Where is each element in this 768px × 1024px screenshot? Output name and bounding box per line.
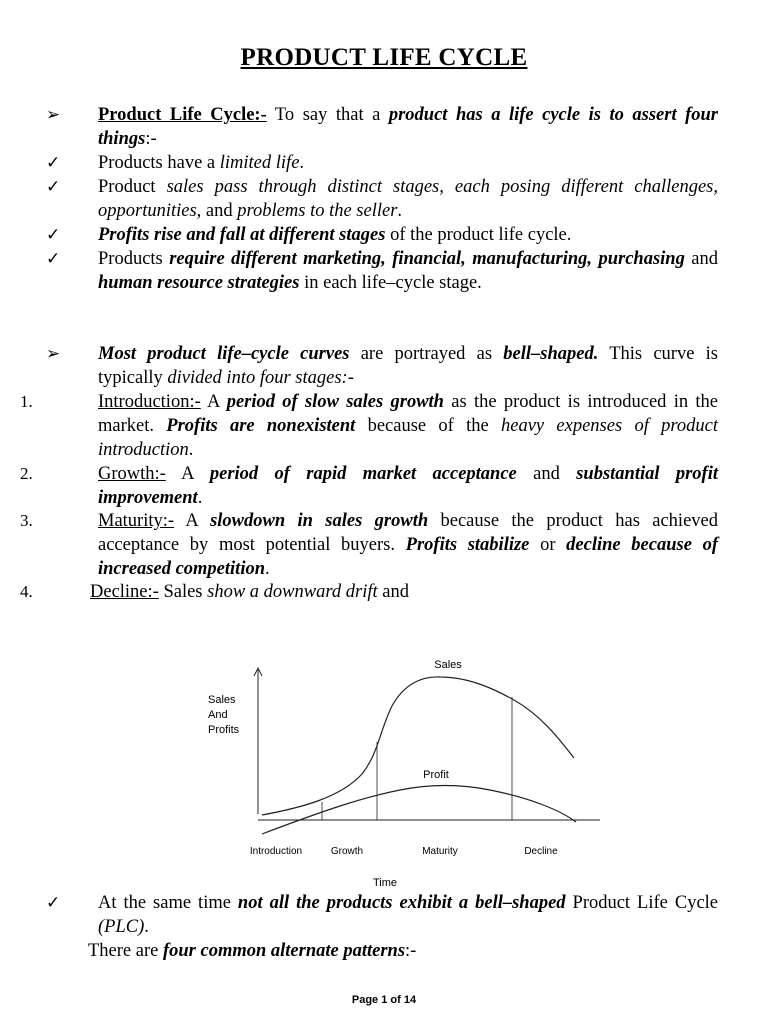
y-label-line: Sales	[208, 694, 236, 706]
y-label-line: And	[208, 709, 228, 721]
x-label: Time	[372, 877, 398, 889]
check-bullet-icon: ✓	[46, 893, 61, 912]
stage-label: Growth	[330, 846, 364, 857]
page-total: 14	[403, 994, 417, 1006]
stage-label: Maturity	[422, 846, 458, 857]
arrow-bullet-icon: ➢	[46, 105, 61, 124]
stage-label: Introduction	[249, 846, 303, 857]
document-page: PRODUCT LIFE CYCLE ➢ Product Life Cycle:- To say that a product has a life cycle is to assert four things:- ✓ Products have a limited life. ✓ Product sales pass through distinct stages, each posing different challenges, opportunities, and problems to the seller. ✓ Profits rise and fall at different stages of the product life cycle. ✓ Products require different marketing, financial, manufacturing, purchasing and human resource strategies in each life–cycle stage. ➢ Most product life–cycle curves are portrayed as bell–shaped. This curve is typically divided into four stages:- 1. Introduction:- A period of slow sales growth as the product is introduced in the market. Profits are nonexistent because of the heavy expenses of product introduction. 2. Growth:- A period of rapid market acceptance and substantial profit improvement. 3. Maturity:- A slowdown in sales growth because the product has achieved acceptance by most potential buyers. Profits stabilize or decline because of increased competition. 4. Decline:- Sales show a downward drift and Sales And Profits Sales Profit Introduction Growth Maturity Decline Time ✓ At the same time not all the products exhibit a bell–shaped Product Life Cycle (PLC). There are four common alternate patterns:- Page 1 of 14	[0, 0, 768, 1024]
check-bullet-icon: ✓	[46, 153, 61, 172]
sales-label: Sales	[434, 659, 462, 671]
page-number: 1	[381, 994, 388, 1006]
profit-curve	[262, 786, 576, 835]
page-title: PRODUCT LIFE CYCLE	[240, 44, 528, 71]
y-label-line: Profits	[208, 724, 240, 736]
profit-label: Profit	[423, 769, 449, 781]
plc-diagram	[0, 650, 768, 890]
intro-text: Product Life Cycle:- To say that a product has a life cycle is to assert four things:-	[98, 105, 718, 149]
check-bullet-icon: ✓	[46, 225, 61, 244]
page-footer: Page 1 of 14	[351, 994, 417, 1006]
check-bullet-icon: ✓	[46, 249, 61, 268]
arrow-bullet-icon: ➢	[46, 344, 61, 363]
sales-curve	[262, 677, 574, 815]
check-bullet-icon: ✓	[46, 177, 61, 196]
stage-label: Decline	[524, 846, 558, 857]
